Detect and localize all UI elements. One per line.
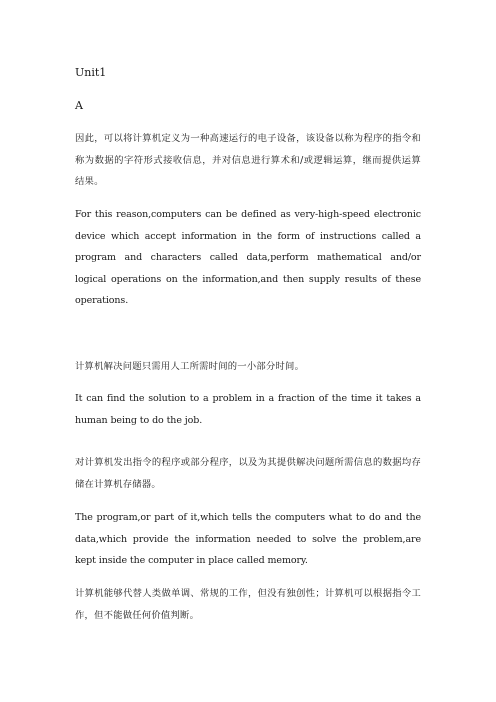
- unit-title: Unit1: [75, 66, 107, 79]
- paragraph-english-1: For this reason,computers can be defined as very-high-speed electronic device which accept information in the form of instructions called a program and characters called data,perform mathematical and/or logical operations on the information,and then supply results of these operations.: [75, 209, 421, 306]
- paragraph-english-3: The program,or part of it,which tells the computers what to do and the data,which provide the information needed to solve the problem,are kept inside the computer in place called memory.: [75, 512, 421, 566]
- paragraph-chinese-1: 因此，可以将计算机定义为一种高速运行的电子设备，该设备以称为程序的指令和称为数据的字符形式接收信息，并对信息进行算术和/或逻辑运算，继而提供运算结果。: [75, 133, 421, 187]
- paragraph-chinese-3: 对计算机发出指令的程序或部分程序，以及为其提供解决问题所需信息的数据均存储在计算机存储器。: [75, 457, 421, 490]
- paragraph-chinese-2: 计算机解决问题只需用人工所需时间的一小部分时间。: [75, 361, 305, 372]
- paragraph-english-2: It can find the solution to a problem in a fraction of the time it takes a human being to do the job.: [75, 393, 421, 426]
- section-heading: A: [75, 99, 83, 112]
- paragraph-chinese-4: 计算机能够代替人类做单调、常规的工作，但没有独创性；计算机可以根据指令工作，但不能做任何价值判断。: [75, 588, 421, 621]
